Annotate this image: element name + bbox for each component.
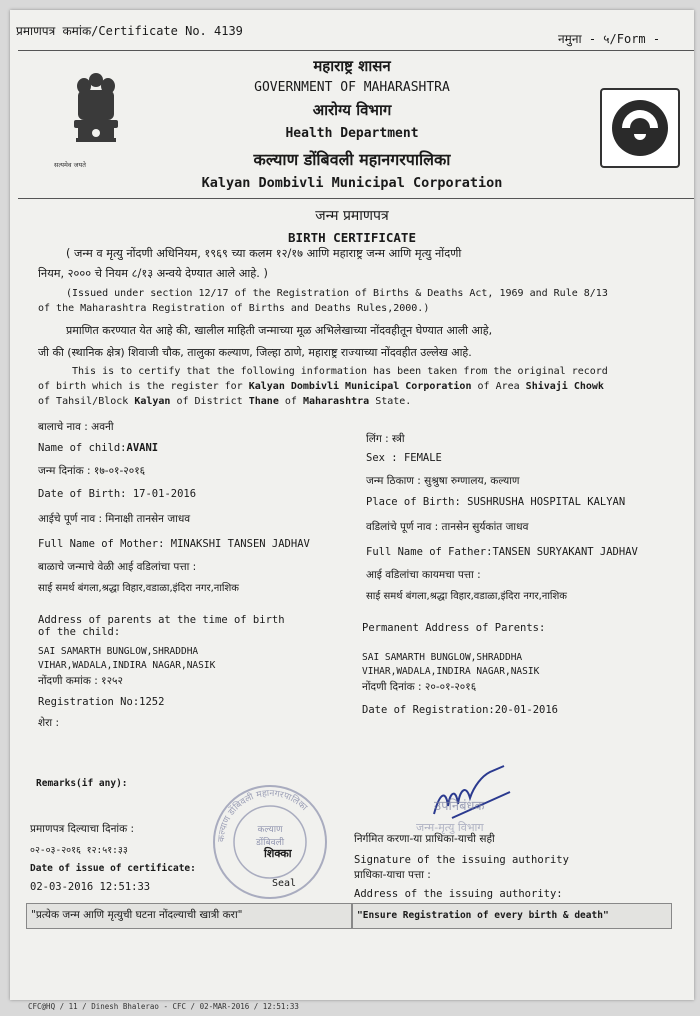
- issue-date-en: 02-03-2016 12:51:33: [30, 881, 151, 893]
- emblem-motto: सत्यमेव जयते: [54, 161, 86, 169]
- certificate-number-label: प्रमाणपत्र कमांक/Certificate No.: [16, 24, 207, 38]
- slogan-box-mr: [26, 903, 352, 929]
- field-value: स्त्री: [391, 433, 405, 445]
- department-title-en: Health Department: [285, 126, 419, 141]
- certify-text: of Area: [471, 381, 526, 392]
- certify-text: of: [278, 396, 303, 407]
- field-label: लिंग :: [366, 433, 389, 445]
- seal-ring-textpath: कल्याण डोंबिवली महानगरपालिका: [216, 788, 309, 843]
- field-value: २०-०१-२०१६: [424, 681, 477, 693]
- field-value: मिनाक्षी तानसेन जाधव: [105, 513, 191, 525]
- field-label: बालाचे नाव :: [38, 421, 88, 433]
- certify-en-line3: [38, 396, 411, 407]
- field-label: वडिलांचे पूर्ण नाव :: [366, 521, 439, 533]
- address-birth-mr: साई समर्थ बंगला,श्रद्धा विहार,वडाळा,इंदिरा नगर,नाशिक: [38, 583, 239, 594]
- certificate-sheet: [10, 10, 694, 1000]
- field-value: SUSHRUSHA HOSPITAL KALYAN: [467, 496, 626, 508]
- registration-date-en: [362, 704, 558, 716]
- field-value: 17-01-2016: [132, 488, 197, 500]
- certificate-number-line: [16, 22, 243, 39]
- registration-date-mr: [362, 680, 476, 694]
- certify-tahsil: Kalyan: [134, 396, 171, 407]
- registration-number-mr: [38, 674, 123, 688]
- field-label: आईचे पूर्ण नाव :: [38, 513, 103, 525]
- certify-en-line2: [38, 381, 604, 392]
- field-label: Full Name of Mother:: [38, 538, 165, 550]
- slogan-mr: "प्रत्येक जन्म आणि मृत्युची घटना नोंदल्याची खात्री करा": [31, 909, 243, 921]
- issue-date-mr-label: प्रमाणपत्र दिल्याचा दिनांक :: [30, 823, 135, 835]
- preamble-mr-line2: नियम, २००० चे नियम ८/१३ अन्वये देण्यात आले आहे. ): [38, 267, 268, 280]
- footer-meta: CFC@HQ / 11 / Dinesh Bhalerao - CFC / 02-MAR-2016 / 12:51:33: [28, 1002, 299, 1011]
- certify-area: Shivaji Chowk: [525, 381, 604, 392]
- issue-date-en-label: Date of issue of certificate:: [30, 863, 196, 874]
- field-value: सुश्रुषा रुग्णालय, कल्याण: [424, 475, 520, 487]
- field-label: जन्म दिनांक :: [38, 465, 91, 477]
- slogan-box-en: [352, 903, 672, 929]
- field-value: 20-01-2016: [494, 704, 558, 716]
- field-label: Date of Registration:: [362, 704, 495, 716]
- field-value: १२५२: [101, 675, 123, 687]
- address-birth-en-1: SAI SAMARTH BUNGLOW,SHRADDHA: [38, 646, 199, 657]
- seal-center-text: कल्याण: [257, 825, 283, 835]
- certificate-title-en: BIRTH CERTIFICATE: [288, 230, 416, 245]
- address-birth-en-2: VIHAR,WADALA,INDIRA NAGAR,NASIK: [38, 660, 216, 671]
- certify-text: of Tahsil/Block: [38, 396, 135, 407]
- address-permanent-en-2: VIHAR,WADALA,INDIRA NAGAR,NASIK: [362, 666, 540, 677]
- authority-signature-mr: निर्गमित करणा-या प्राधिका-याची सही: [354, 833, 495, 845]
- certify-mr-line2: जी की (स्थानिक क्षेत्र) शिवाजी चौक, तालुका कल्याण, जिल्हा ठाणे, महाराष्ट्र राज्याच्या नोंदवहीत उल्लेख आहे.: [38, 346, 472, 359]
- sex-mr: [366, 432, 405, 446]
- dob-en: [38, 488, 196, 500]
- field-label: Date of Birth:: [38, 488, 127, 500]
- address-permanent-mr-label: आई वडिलांचा कायमचा पत्ता :: [366, 569, 481, 581]
- place-of-birth-mr: [366, 474, 520, 488]
- seal-center-text: डोंबिवली: [255, 838, 285, 848]
- mother-name-en: [38, 538, 310, 550]
- registrar-stamp-line1: उपनिबंधक: [434, 799, 485, 814]
- slogan-en: "Ensure Registration of every birth & death": [357, 910, 609, 921]
- field-label: नोंदणी दिनांक :: [362, 681, 422, 693]
- preamble-mr-line1: ( जन्म व मृत्यु नोंदणी अधिनियम, १९६९ च्या कलम १२/१७ आणि महाराष्ट्र जन्म आणि मृत्यु नोंदणी: [66, 247, 462, 260]
- department-title-mr: आरोग्य विभाग: [312, 101, 392, 119]
- address-birth-en-label: Address of parents at the time of birth: [38, 614, 285, 626]
- certificate-title-mr: जन्म प्रमाणपत्र: [315, 208, 389, 224]
- field-value: १७-०१-२०१६: [93, 465, 146, 477]
- authority-signature-en: Signature of the issuing authority: [354, 854, 569, 866]
- remarks-en-label: Remarks(if any):: [36, 778, 128, 789]
- field-value: TANSEN SURYAKANT JADHAV: [492, 546, 638, 558]
- field-label: Place of Birth:: [366, 496, 461, 508]
- field-label: Name of child:: [38, 442, 127, 454]
- certify-district: Thane: [248, 396, 279, 407]
- field-label: नोंदणी कमांक :: [38, 675, 98, 687]
- certify-corporation: Kalyan Dombivli Municipal Corporation: [248, 381, 472, 392]
- field-value: अवनी: [91, 421, 114, 433]
- registrar-stamp-line2: जन्म-मृत्यु विभाग: [416, 821, 484, 834]
- field-value: 1252: [139, 696, 165, 708]
- field-label: Full Name of Father:: [366, 546, 493, 558]
- address-birth-mr-label: बाळाचे जन्माचे वेळी आई वडिलांचा पत्ता :: [38, 561, 197, 573]
- place-of-birth-en: [366, 496, 625, 508]
- signature-image: [430, 762, 520, 824]
- certify-mr-line1: प्रमाणित करण्यात येत आहे की, खालील माहिती जन्माच्या मूळ अभिलेखाच्या नोंदवहीतून घेण्यात आली आहे,: [66, 324, 493, 337]
- certify-text: of birth which is the register for: [38, 381, 249, 392]
- certify-text: State.: [369, 396, 412, 407]
- registration-number-en: [38, 696, 164, 708]
- dob-mr: [38, 464, 145, 478]
- form-number: नमुना - ५/Form -: [558, 32, 661, 46]
- government-title-en: GOVERNMENT OF MAHARASHTRA: [254, 80, 450, 95]
- government-title-mr: महाराष्ट्र शासन: [313, 57, 391, 75]
- address-permanent-en-label: Permanent Address of Parents:: [362, 622, 546, 634]
- seal-stamp-label: शिक्का: [264, 847, 292, 860]
- field-label: Registration No:: [38, 696, 140, 708]
- sex-en: [366, 452, 442, 464]
- address-birth-en-label-2: of the child:: [38, 626, 121, 638]
- municipal-seal: [210, 782, 330, 902]
- certify-state: Maharashtra: [302, 396, 370, 407]
- field-label: जन्म ठिकाण :: [366, 475, 421, 487]
- father-name-mr: [366, 520, 528, 534]
- preamble-en-line1: (Issued under section 12/17 of the Registration of Births & Deaths Act, 1969 and Rule 8/13: [66, 288, 608, 299]
- issue-date-mr: ०२-०३-२०१६ १२:५१:३३: [30, 845, 128, 856]
- certify-en-line1: This is to certify that the following information has been taken from the original record: [72, 366, 608, 377]
- authority-address-mr: प्राधिका-याचा पत्ता :: [354, 869, 431, 881]
- certify-text: of District: [170, 396, 249, 407]
- field-value: MINAKSHI TANSEN JADHAV: [170, 538, 310, 550]
- field-value: तानसेन सुर्यकांत जाधव: [441, 521, 529, 533]
- top-divider: [18, 50, 694, 51]
- certificate-number: 4139: [214, 24, 243, 38]
- header-divider: [18, 198, 694, 199]
- address-permanent-en-1: SAI SAMARTH BUNGLOW,SHRADDHA: [362, 652, 523, 663]
- authority-address-en: Address of the issuing authority:: [354, 888, 563, 900]
- father-name-en: [366, 546, 638, 558]
- child-name-mr: [38, 420, 114, 434]
- mother-name-mr: [38, 512, 190, 526]
- corporation-title-en: Kalyan Dombivli Municipal Corporation: [201, 175, 503, 191]
- seal-label: Seal: [272, 878, 297, 889]
- child-name-en: [38, 442, 158, 454]
- field-value: AVANI: [126, 442, 159, 454]
- remark-mr-label: शेरा :: [38, 717, 60, 729]
- address-permanent-mr: साई समर्थ बंगला,श्रद्धा विहार,वडाळा,इंदिरा नगर,नाशिक: [366, 591, 567, 602]
- field-label: Sex :: [366, 452, 398, 464]
- field-value: FEMALE: [403, 452, 442, 464]
- corporation-title-mr: कल्याण डोंबिवली महानगरपालिका: [253, 150, 451, 169]
- preamble-en-line2: of the Maharashtra Registration of Births and Deaths Rules,2000.): [38, 303, 430, 314]
